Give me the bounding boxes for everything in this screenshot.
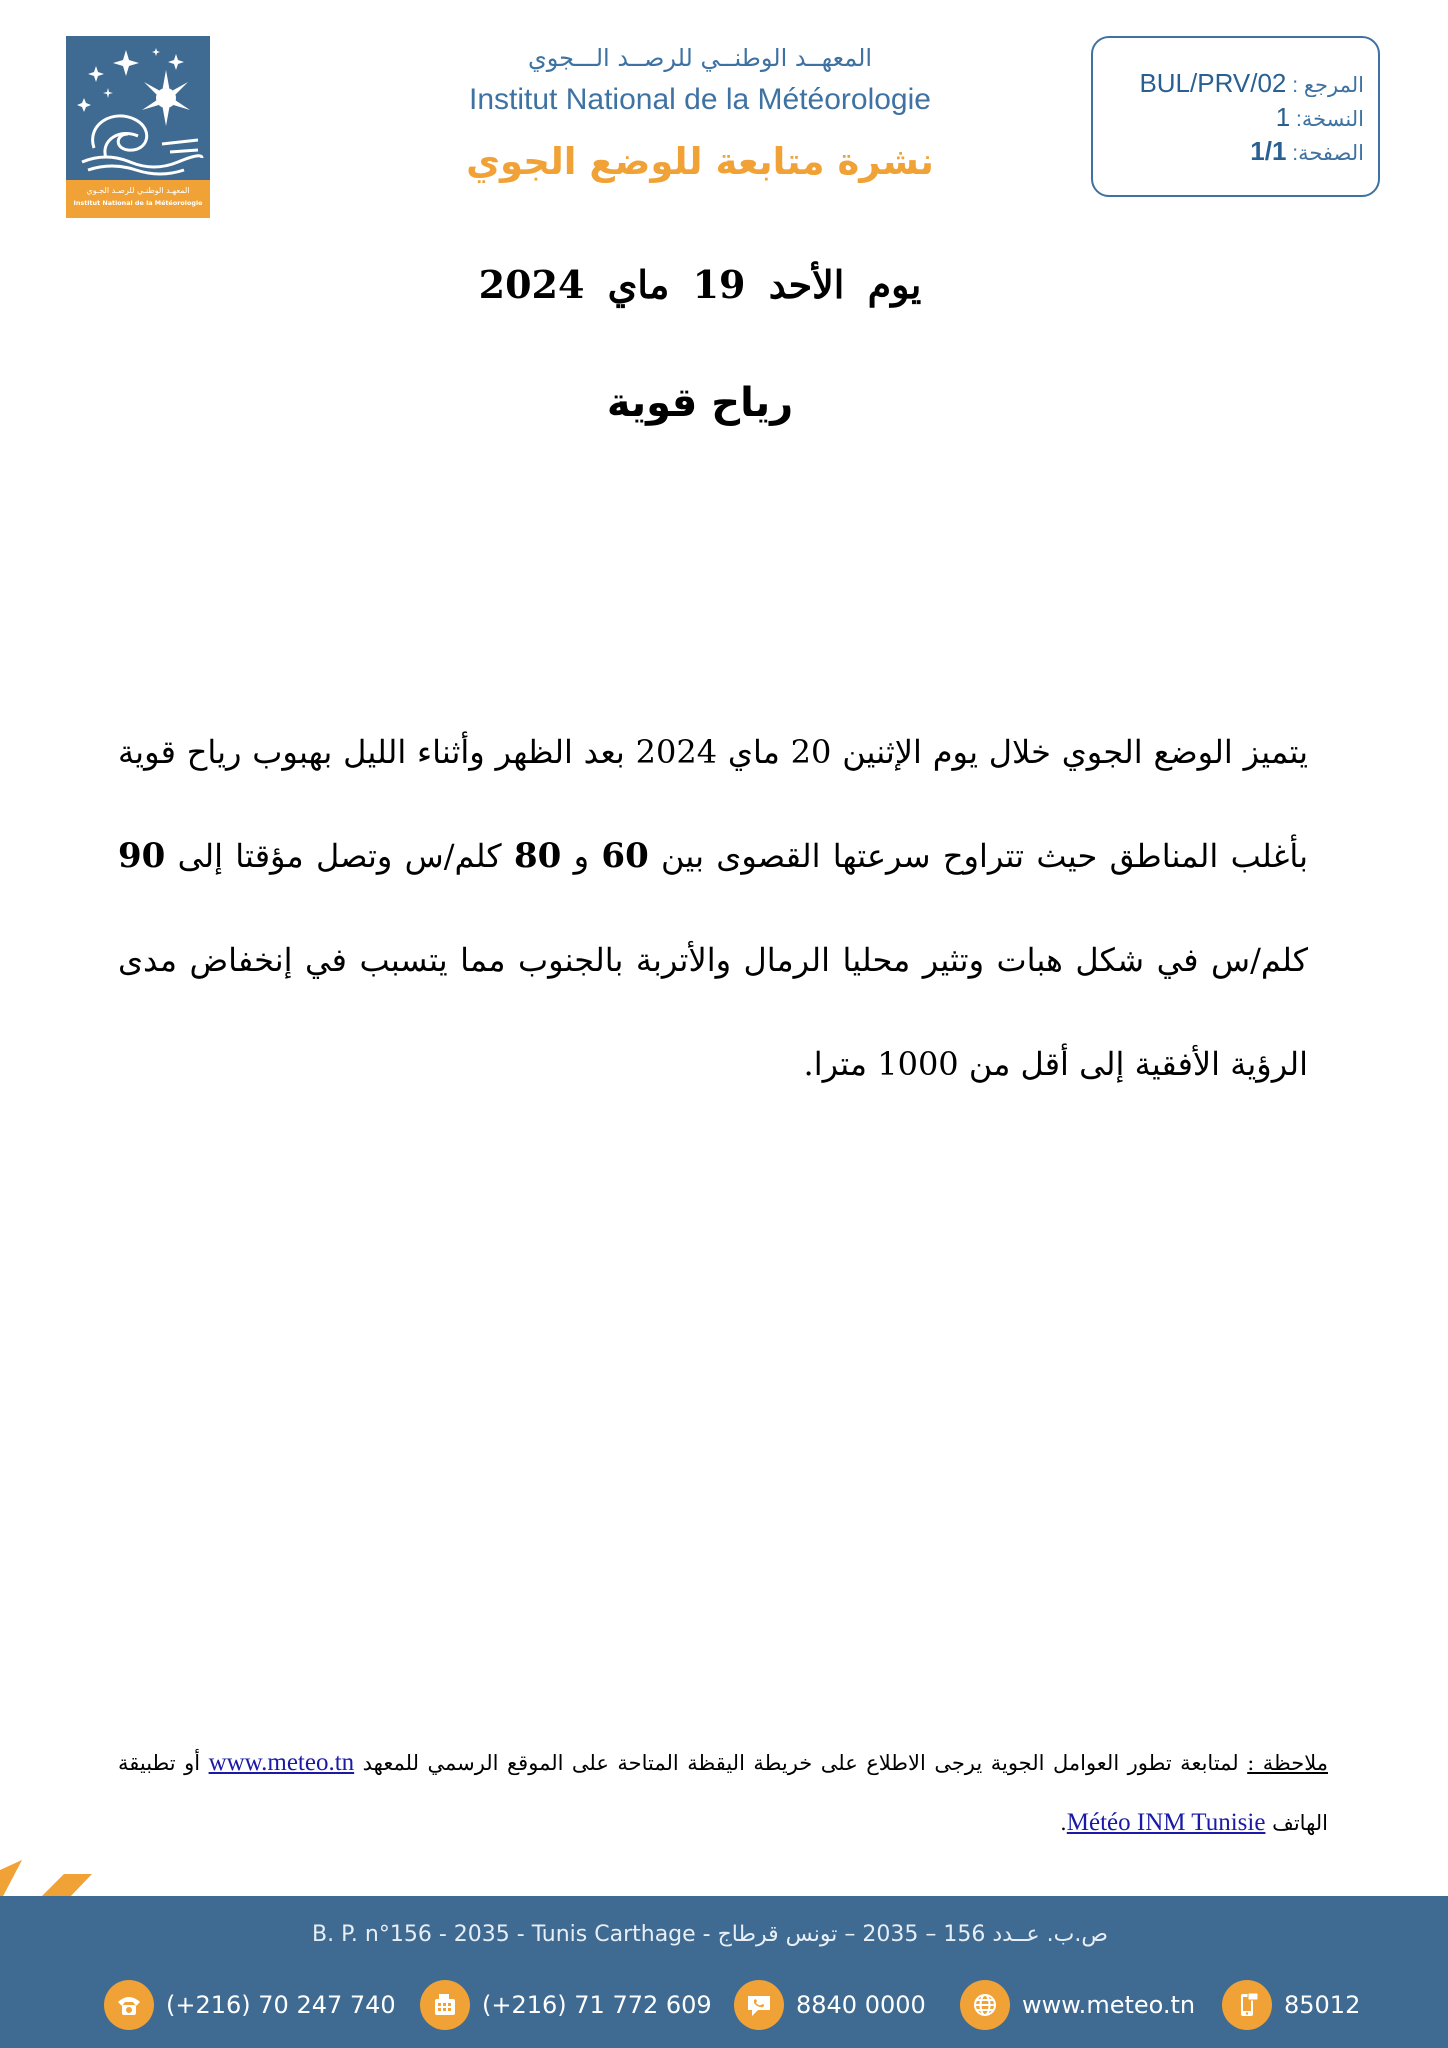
version-label: النسخة: xyxy=(1290,108,1364,131)
website-link[interactable]: www.meteo.tn xyxy=(208,1749,355,1776)
version-value: 1 xyxy=(1275,102,1291,132)
institute-name-fr: Institut National de la Météorologie xyxy=(469,83,931,116)
sms-contact[interactable] xyxy=(1222,1980,1360,2030)
gust-value: 90 xyxy=(118,836,166,876)
note-text: لمتابعة تطور العوامل الجوية يرجى الاطلاع على خريطة اليقظة المتاحة على الموقع الرسمي للمعهد xyxy=(354,1751,1248,1775)
body-text: كلم/س في شكل هبات وتثير محليا الرمال والأتربة بالجنوب مما يتسبب في إنخفاض مدى الرؤية الأفقية إلى أقل من 1000 مترا. xyxy=(118,941,1308,1083)
note-label: ملاحظة : xyxy=(1247,1751,1328,1775)
sms-number: 85012 xyxy=(1284,1991,1361,2019)
logo-label-fr: Institut National de la Météorologie xyxy=(73,199,203,207)
reference-box xyxy=(1091,36,1380,197)
app-link[interactable]: Météo INM Tunisie xyxy=(1066,1809,1266,1836)
note-text: أو تطبيقة الهاتف xyxy=(118,1751,1328,1835)
logo-band xyxy=(66,180,210,218)
institute-name-ar: المعهــد الوطنــي للرصــد الـــجوي xyxy=(527,44,873,72)
inm-logo xyxy=(66,36,210,218)
body-text: و xyxy=(561,837,602,875)
note-end: . xyxy=(1060,1811,1067,1835)
reference-row xyxy=(1139,68,1364,99)
hotline-number: 8840 0000 xyxy=(796,1991,926,2019)
body-text: يتميز الوضع الجوي خلال يوم الإثنين 20 ماي 2024 بعد الظهر وأثناء الليل بهبوب رياح قوية بأغلب المناطق حيث تتراوح سرعتها القصوى بين xyxy=(118,733,1309,875)
fax-contact[interactable] xyxy=(420,1980,712,2030)
hotline-contact[interactable] xyxy=(734,1980,926,2030)
globe-icon xyxy=(960,1980,1010,2030)
logo-emblem-icon xyxy=(66,36,210,180)
fax-number: (+216) 71 772 609 xyxy=(482,1991,712,2019)
bulletin-title: نشرة متابعة للوضع الجوي xyxy=(466,140,934,183)
logo-label-ar: المعهـد الوطنـي للرصـد الجـوي xyxy=(86,186,190,195)
bulletin-body xyxy=(118,700,1308,1116)
website-contact[interactable] xyxy=(960,1980,1195,2030)
alert-title: رياح قوية xyxy=(606,380,794,426)
wind-min-value: 60 xyxy=(601,836,649,876)
note xyxy=(118,1733,1328,1853)
wind-max-value: 80 xyxy=(513,836,562,876)
footer-address: B. P. n°156 - 2035 - Tunis Carthage - ص.ب. عــدد 156 – 2035 – تونس قرطاج xyxy=(312,1922,1108,1947)
version-row xyxy=(1276,102,1364,133)
fax-icon xyxy=(420,1980,470,2030)
phone-contact[interactable] xyxy=(104,1980,396,2030)
page-label: الصفحة: xyxy=(1286,142,1364,165)
chat-icon xyxy=(734,1980,784,2030)
mobile-icon xyxy=(1222,1980,1272,2030)
phone-number: (+216) 70 247 740 xyxy=(166,1991,396,2019)
reference-value: BUL/PRV/02 xyxy=(1139,68,1287,98)
page-value: 1/1 xyxy=(1250,136,1287,166)
bulletin-date: يوم الأحد 19 ماي 2024 xyxy=(478,262,922,307)
reference-label: المرجع : xyxy=(1286,74,1364,97)
body-text: كلم/س وتصل مؤقتا إلى xyxy=(165,837,514,875)
page-row xyxy=(1250,136,1364,167)
phone-icon xyxy=(104,1980,154,2030)
website-url: www.meteo.tn xyxy=(1022,1991,1196,2019)
